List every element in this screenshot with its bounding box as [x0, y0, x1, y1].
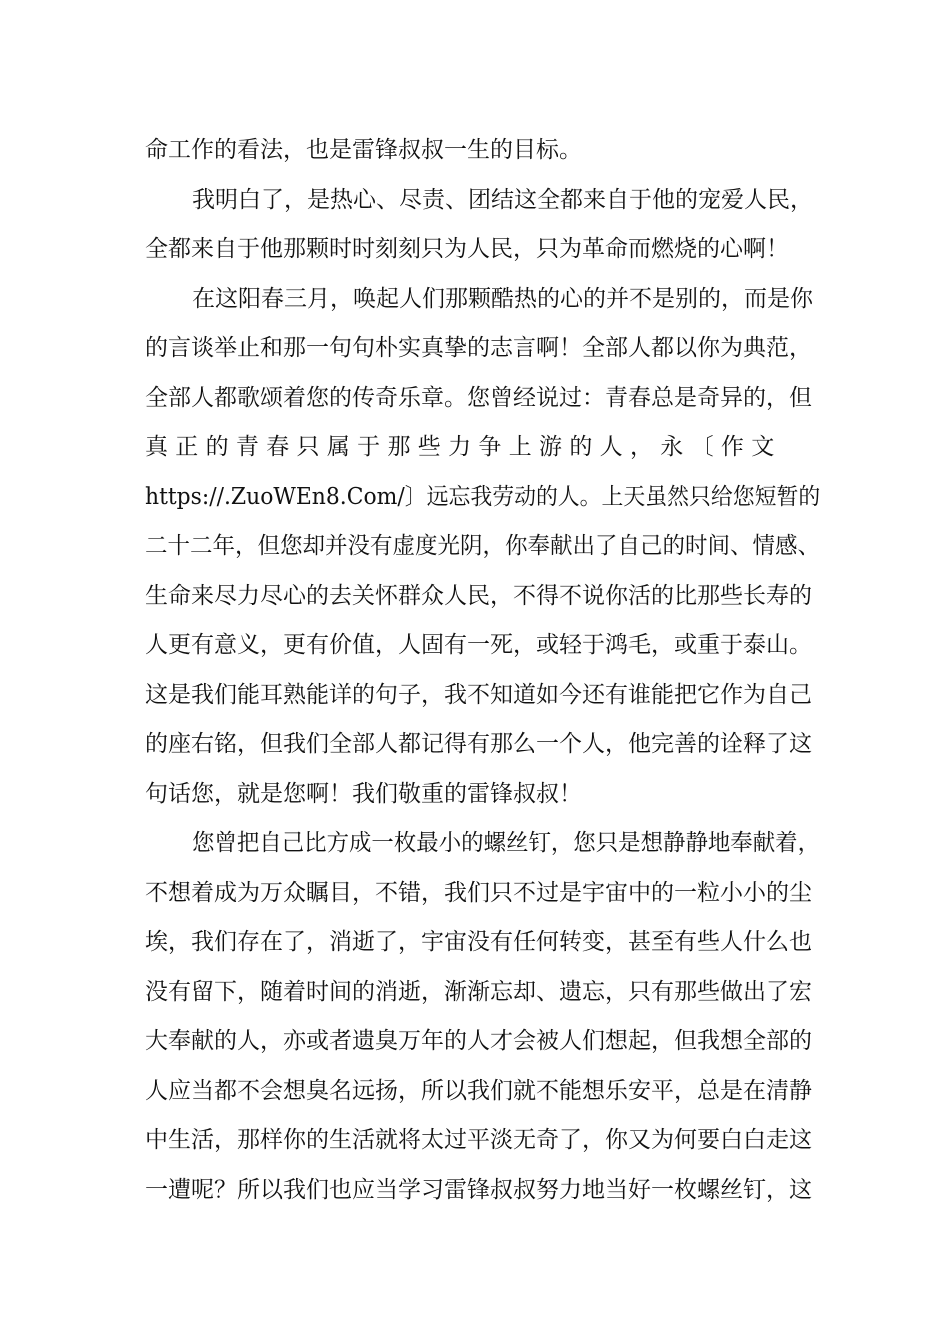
paragraph-first-line: 您曾把自己比方成一枚最小的螺丝钉，您只是想静静地奉献着， [192, 830, 821, 856]
text-line: 二十二年，但您却并没有虚度光阴，你奉献出了自己的时间、情感、 [145, 533, 821, 559]
text-line: 中生活，那样你的生活就将太过平淡无奇了，你又为何要白白走这 [145, 1127, 812, 1153]
text-line: 人更有意义，更有价值，人固有一死，或轻于鸿毛，或重于泰山。 [145, 632, 812, 658]
text-line: 生命来尽力尽心的去关怀群众人民，不得不说你活的比那些长寿的 [145, 583, 812, 609]
paragraph-first-line: 我明白了，是热心、尽责、团结这全都来自于他的宠爱人民， [192, 187, 813, 213]
paragraph-first-line: 在这阳春三月，唤起人们那颗酷热的心的并不是别的，而是你 [192, 286, 813, 312]
text-line: 全都来自于他那颗时时刻刻只为人民，只为革命而燃烧的心啊！ [145, 236, 789, 262]
text-line: 命工作的看法，也是雷锋叔叔一生的目标。 [145, 137, 582, 163]
text-line: 大奉献的人，亦或者遗臭万年的人才会被人们想起，但我想全部的 [145, 1028, 812, 1054]
text-line: 真 正 的 青 春 只 属 于 那 些 力 争 上 游 的 人 ， 永 〔 作 文 [145, 434, 775, 460]
text-line: 这是我们能耳熟能详的句子，我不知道如今还有谁能把它作为自己 [145, 682, 812, 708]
text-line: 的座右铭，但我们全部人都记得有那么一个人，他完善的诠释了这 [145, 731, 812, 757]
text-line: 人应当都不会想臭名远扬，所以我们就不能想乐安平，总是在清静 [145, 1078, 812, 1104]
text-line: 埃，我们存在了，消逝了，宇宙没有任何转变，甚至有些人什么也 [145, 929, 812, 955]
text-line: 的言谈举止和那一句句朴实真挚的志言啊！全部人都以你为典范， [145, 335, 812, 361]
text-line: 全部人都歌颂着您的传奇乐章。您曾经说过：青春总是奇异的，但 [145, 385, 812, 411]
text-line: 句话您，就是您啊！我们敬重的雷锋叔叔！ [145, 781, 582, 807]
text-line: https://.ZuoWEn8.Com/〕远忘我劳动的人。上天虽然只给您短暂的 [145, 484, 821, 510]
text-line: 一遭呢？所以我们也应当学习雷锋叔叔努力地当好一枚螺丝钉，这 [145, 1177, 812, 1203]
text-line: 没有留下，随着时间的消逝，渐渐忘却、遗忘，只有那些做出了宏 [145, 979, 812, 1005]
text-line: 不想着成为万众瞩目，不错，我们只不过是宇宙中的一粒小小的尘 [145, 880, 812, 906]
